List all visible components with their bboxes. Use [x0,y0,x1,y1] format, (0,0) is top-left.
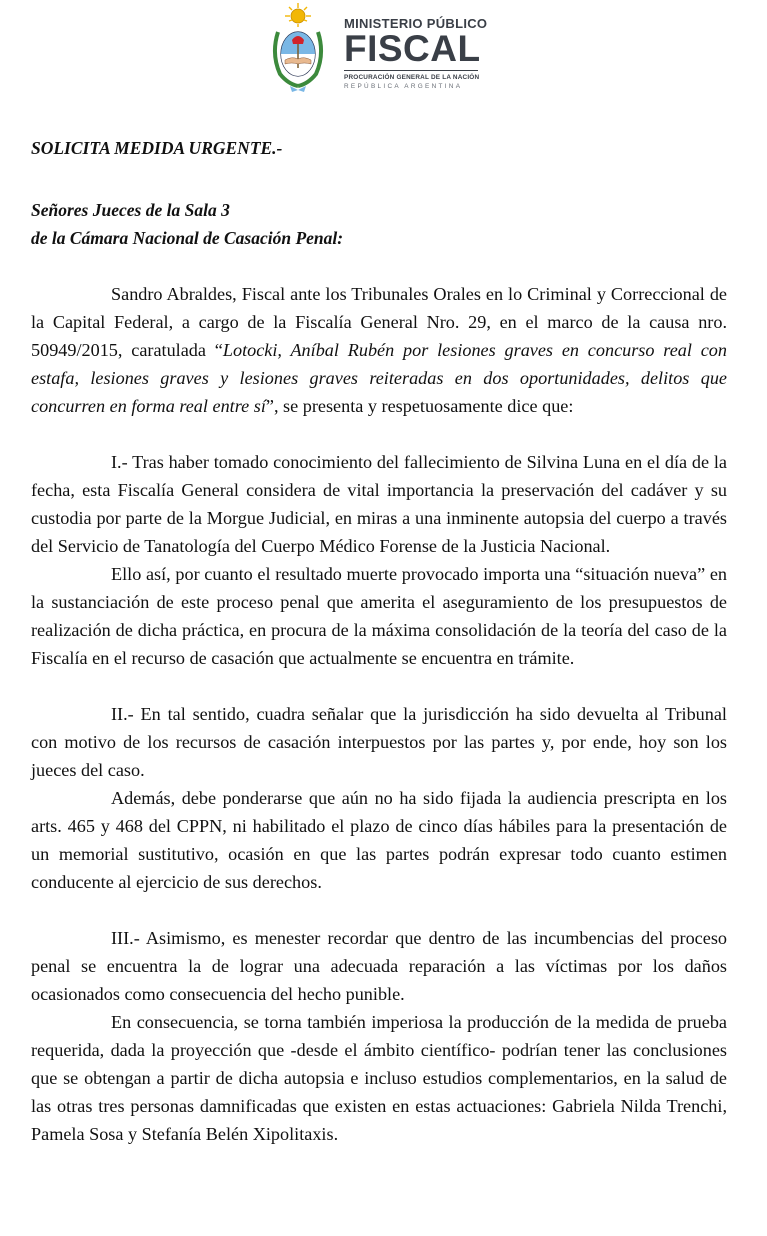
section-3-paragraph-2: En consecuencia, se torna también imperiosa la producción de la medida de prueba requerida, dada la proyección que -desde el ámbito científico- podrían tener las conclusiones que se obtengan a partir de dicha autopsia e incluso estudios complementarios, en la salud de las otras tres personas damnificadas que existen en estas actuaciones: Gabriela Nilda Trenchi, Pamela Sosa y Stefanía Belén Xipolitaxis. [31,1012,727,1144]
org-top-label: MINISTERIO PÚBLICO [344,16,488,31]
org-country-label: REPÚBLICA ARGENTINA [344,83,463,90]
document-body [31,280,727,1148]
section-3-paragraph-1: III.- Asimismo, es menester recordar que dentro de las incumbencias del proceso penal se encuentra la de lograr una adecuada reparación a las víctimas por los daños ocasionados como consecuencia del hecho punible. [31,928,727,1004]
addressee-line-1: Señores Jueces de la Sala 3 [31,200,230,220]
org-sub-label: PROCURACIÓN GENERAL DE LA NACIÓN [344,74,480,81]
brand-divider [344,70,478,71]
section-2-paragraph-2: Además, debe ponderarse que aún no ha sido fijada la audiencia prescripta en los arts. 465 y 468 del CPPN, ni habilitado el plazo de cinco días hábiles para la presentación de un memorial sustitutivo, ocasión en que las partes podrán expresar todo cuanto estimen conducente al ejercicio de sus derechos. [31,788,727,892]
intro-after-text: ”, se presenta y respetuosamente dice que: [265,396,574,416]
intro-before-text: Sandro Abraldes, Fiscal ante los Tribunales Orales en lo Criminal y Correccional de la Capital Federal, a cargo de la Fiscalía General Nro. 29, en el marco de la causa nro. 50949/2015, caratulada “ [31,284,727,360]
section-1-paragraph-2: Ello así, por cuanto el resultado muerte provocado importa una “situación nueva” en la sustanciación de este proceso penal que amerita el aseguramiento de los presupuestos de realización de dicha práctica, en procura de la máxima consolidación de la teoría del caso de la Fiscalía en el recurso de casación que actualmente se encuentra en trámite. [31,564,727,668]
section-1-paragraph-1: I.- Tras haber tomado conocimiento del fallecimiento de Silvina Luna en el día de la fecha, esta Fiscalía General considera de vital importancia la preservación del cadáver y su custodia por parte de la Morgue Judicial, en miras a una inminente autopsia del cuerpo a través del Servicio de Tanatología del Cuerpo Médico Forense de la Justicia Nacional. [31,452,727,556]
argentina-coat-of-arms-icon [270,2,326,94]
addressee-line-2: de la Cámara Nacional de Casación Penal: [31,228,344,248]
letterhead [270,2,500,94]
intro-paragraph [31,280,727,420]
case-caption: Lotocki, Aníbal Rubén por lesiones graves en concurso real con estafa, lesiones graves y lesiones graves reiteradas en dos oportunidades, delitos que concurren en forma real entre sí [31,340,727,416]
section-2-paragraph-1: II.- En tal sentido, cuadra señalar que la jurisdicción ha sido devuelta al Tribunal con motivo de los recursos de casación interpuestos por las partes y, por ende, hoy son los jueces del caso. [31,704,727,780]
addressee [31,196,343,252]
org-brand [344,16,487,90]
org-main-label: FISCAL [344,28,481,69]
document-title: SOLICITA MEDIDA URGENTE.- [31,138,283,158]
